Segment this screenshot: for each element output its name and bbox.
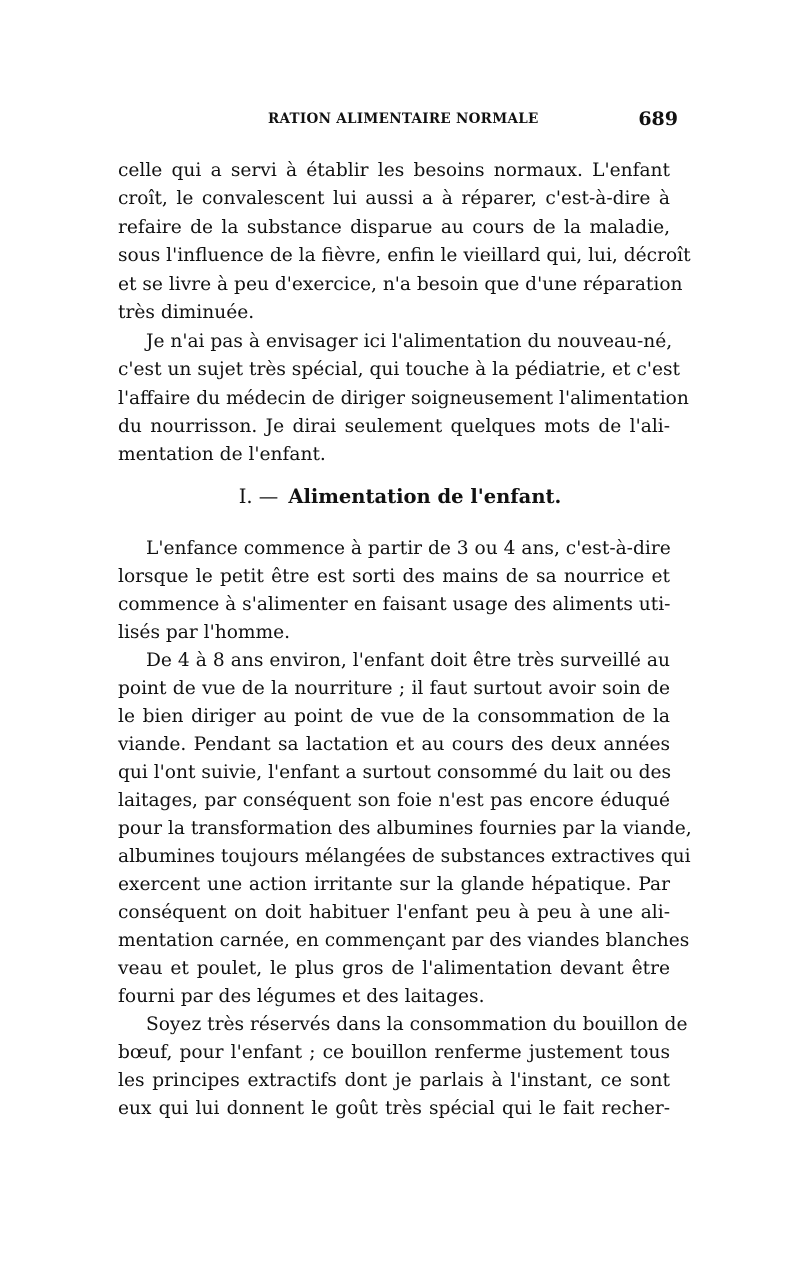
text-line: veau et poulet, le plus gros de l'alimentation devant être bbox=[118, 958, 670, 979]
text-line: pour la transformation des albumines fournies par la viande, bbox=[118, 818, 692, 839]
text-line: l'affaire du médecin de diriger soigneusement l'alimentation bbox=[118, 388, 689, 409]
text-line: c'est un sujet très spécial, qui touche à la pédiatrie, et c'est bbox=[118, 359, 680, 380]
text-line: L'enfance commence à partir de 3 ou 4 ans, c'est-à-dire bbox=[146, 538, 671, 559]
text-line: exercent une action irritante sur la glande hépatique. Par bbox=[118, 874, 670, 895]
section-heading bbox=[0, 483, 800, 511]
text-line: et se livre à peu d'exercice, n'a besoin que d'une réparation bbox=[118, 274, 683, 295]
page-number: 689 bbox=[638, 108, 678, 130]
text-line: celle qui a servi à établir les besoins normaux. L'enfant bbox=[118, 160, 670, 181]
text-line: très diminuée. bbox=[118, 302, 255, 323]
text-line: albumines toujours mélangées de substances extractives qui bbox=[118, 846, 691, 867]
text-line: qui l'ont suivie, l'enfant a surtout consommé du lait ou des bbox=[118, 762, 672, 783]
text-line: conséquent on doit habituer l'enfant peu à peu à une ali- bbox=[118, 902, 670, 923]
text-line: du nourrisson. Je dirai seulement quelques mots de l'ali- bbox=[118, 416, 670, 437]
text-line: laitages, par conséquent son foie n'est pas encore éduqué bbox=[118, 790, 670, 811]
text-line: le bien diriger au point de vue de la consommation de la bbox=[118, 706, 670, 727]
text-line: viande. Pendant sa lactation et au cours des deux années bbox=[118, 734, 670, 755]
text-line: fourni par des légumes et des laitages. bbox=[118, 986, 485, 1007]
text-line: croît, le convalescent lui aussi a à réparer, c'est-à-dire à bbox=[118, 188, 670, 209]
text-line: Je n'ai pas à envisager ici l'alimentation du nouveau-né, bbox=[146, 331, 673, 352]
text-line: mentation carnée, en commençant par des viandes blanches bbox=[118, 930, 690, 951]
running-title: RATION ALIMENTAIRE NORMALE bbox=[268, 111, 539, 127]
text-line: point de vue de la nourriture ; il faut surtout avoir soin de bbox=[118, 678, 670, 699]
text-line: refaire de la substance disparue au cours de la maladie, bbox=[118, 217, 670, 238]
running-head bbox=[118, 108, 678, 137]
section-title: Alimentation de l'enfant. bbox=[288, 485, 562, 508]
text-line: commence à s'alimenter en faisant usage des aliments uti- bbox=[118, 594, 671, 615]
text-line: mentation de l'enfant. bbox=[118, 444, 326, 465]
text-line: Soyez très réservés dans la consommation du bouillon de bbox=[146, 1014, 688, 1035]
text-line: bœuf, pour l'enfant ; ce bouillon renferme justement tous bbox=[118, 1042, 670, 1063]
text-line: lisés par l'homme. bbox=[118, 622, 291, 643]
text-line: lorsque le petit être est sorti des mains de sa nourrice et bbox=[118, 566, 670, 587]
section-number: I. — bbox=[238, 485, 279, 508]
text-line: les principes extractifs dont je parlais à l'instant, ce sont bbox=[118, 1070, 670, 1091]
text-line: eux qui lui donnent le goût très spécial qui le fait recher- bbox=[118, 1098, 670, 1119]
text-line: De 4 à 8 ans environ, l'enfant doit être très surveillé au bbox=[146, 650, 670, 671]
text-line: sous l'influence de la fièvre, enfin le vieillard qui, lui, décroît bbox=[118, 245, 691, 266]
